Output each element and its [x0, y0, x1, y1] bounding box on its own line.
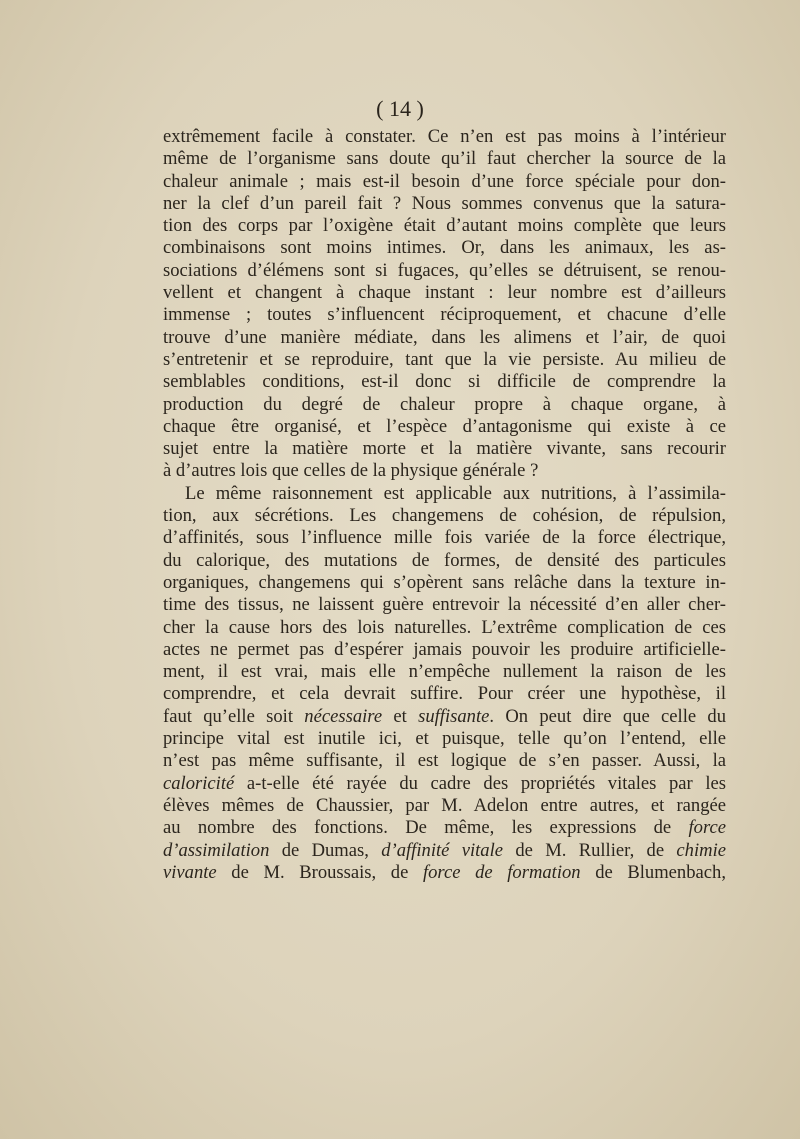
text-line: principe vital est inutile ici, et puisque, telle qu’on l’entend, elle: [163, 728, 726, 750]
text-run: et: [382, 705, 419, 727]
text-line: sociations d’élémens sont si fugaces, qu’elles se détruisent, se renou-: [163, 259, 726, 281]
text-line: même de l’organisme sans doute qu’il faut chercher la source de la: [163, 148, 726, 170]
text-run: . On peut dire que celle du: [489, 705, 726, 727]
text-line: à d’autres lois que celles de la physique générale ?: [163, 460, 539, 482]
text-line: extrêmement facile à constater. Ce n’en est pas moins à l’intérieur: [163, 126, 726, 147]
text-line: chaleur animale ; mais est-il besoin d’une force spéciale pour don-: [163, 170, 726, 192]
italic-phrase: force de formation: [422, 861, 581, 883]
text-line: [163, 817, 726, 839]
text-line: semblables conditions, est-il donc si difficile de comprendre la: [163, 371, 726, 393]
text-line: tion des corps par l’oxigène était d’autant moins complète que leurs: [163, 215, 726, 237]
text-line: immense ; toutes s’influencent réciproquement, et chacune d’elle: [163, 304, 726, 326]
text-line: time des tissus, ne laissent guère entrevoir la nécessité d’en aller cher-: [163, 594, 726, 616]
text-line: [163, 773, 726, 795]
text-line: production du degré de chaleur propre à chaque organe, à: [163, 393, 726, 415]
text-line: combinaisons sont moins intimes. Or, dans les animaux, les as-: [163, 237, 726, 259]
italic-phrase: vivante: [163, 861, 217, 883]
text-line: [163, 706, 726, 728]
text-run: a-t-elle été rayée du cadre des propriétés vitales par les: [234, 772, 726, 794]
text-line: tion, aux sécrétions. Les changemens de cohésion, de répulsion,: [163, 505, 726, 527]
text-line: actes ne permet pas d’espérer jamais pouvoir les produire artificielle-: [163, 638, 726, 660]
text-line: chaque être organisé, et l’espèce d’antagonisme qui existe à ce: [163, 415, 726, 437]
text-line: comprendre, et cela devrait suffire. Pour créer une hypothèse, il: [163, 683, 726, 705]
text-line: élèves mêmes de Chaussier, par M. Adelon entre autres, et rangée: [163, 794, 726, 816]
italic-phrase: force: [688, 817, 726, 839]
text-run: de Dumas,: [269, 839, 382, 861]
italic-phrase: suffisante: [418, 705, 490, 727]
text-line: [163, 862, 726, 884]
text-line: s’entretenir et se reproduire, tant que la vie persiste. Au milieu de: [163, 348, 726, 370]
text-line: Le même raisonnement est applicable aux nutritions, à l’assimila-: [185, 482, 726, 504]
text-line: [163, 840, 726, 862]
italic-phrase: chimie: [676, 839, 726, 861]
text-line: organiques, changemens qui s’opèrent sans relâche dans la texture in-: [163, 571, 726, 593]
text-line: d’affinités, sous l’influence mille fois variée de la force électrique,: [163, 527, 726, 549]
text-line: sujet entre la matière morte et la matière vivante, sans recourir: [163, 438, 726, 460]
italic-phrase: d’assimilation: [163, 839, 270, 861]
text-line: trouve d’une manière médiate, dans les alimens et l’air, de quoi: [163, 326, 726, 348]
body-text: [163, 126, 726, 884]
italic-phrase: nécessaire: [304, 705, 383, 727]
italic-phrase: d’affinité vitale: [381, 839, 504, 861]
text-run: de Blumenbach,: [580, 861, 726, 883]
text-run: au nombre des fonctions. De même, les expressions de: [163, 817, 689, 839]
text-line: ment, il est vrai, mais elle n’empêche nullement la raison de les: [163, 661, 726, 683]
text-line: cher la cause hors des lois naturelles. L’extrême complication de ces: [163, 616, 726, 638]
text-line: du calorique, des mutations de formes, de densité des particules: [163, 549, 726, 571]
text-run: de M. Broussais, de: [216, 861, 423, 883]
text-run: de M. Rullier, de: [503, 839, 677, 861]
text-line: vellent et changent à chaque instant : leur nombre est d’ailleurs: [163, 282, 726, 304]
text-run: faut qu’elle soit: [163, 705, 305, 727]
page-number: ( 14 ): [376, 96, 424, 121]
text-line: n’est pas même suffisante, il est logique de s’en passer. Aussi, la: [163, 750, 726, 772]
italic-phrase: caloricité: [163, 772, 235, 794]
text-line: ner la clef d’un pareil fait ? Nous sommes convenus que la satura-: [163, 192, 726, 214]
